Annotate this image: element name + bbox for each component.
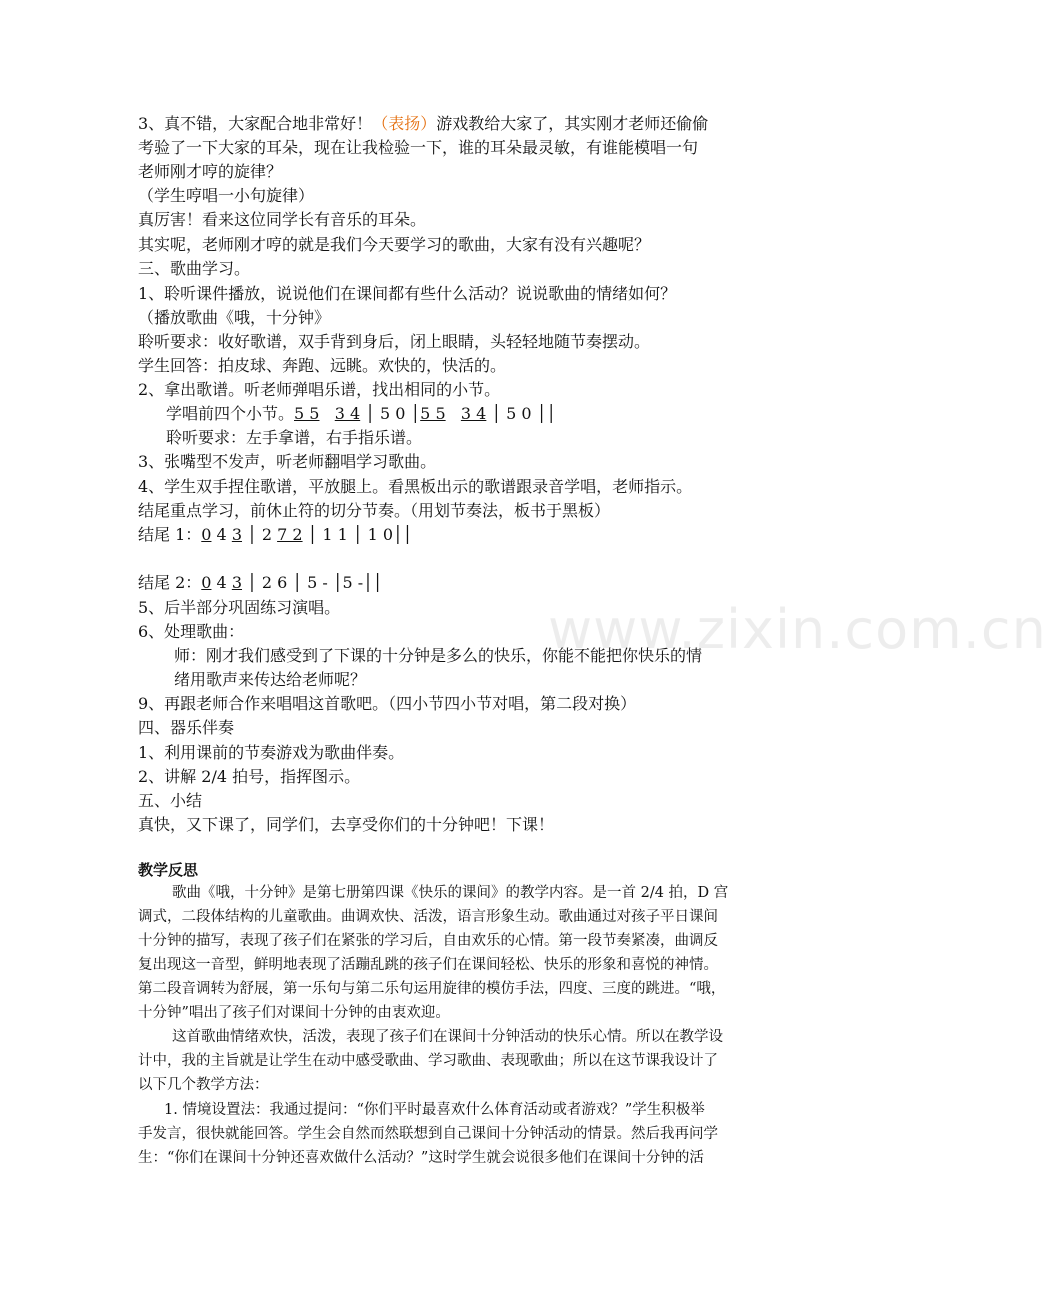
notation-ending-2: 结尾 2：0 4 3 │ 2 6 │ 5 - │5 -││ <box>138 573 383 592</box>
reflection-line: 以下几个教学方法： <box>138 1077 269 1093</box>
reflection-line: 十分钟”唱出了孩子们对课间十分钟的由衷欢迎。 <box>138 1005 450 1021</box>
lesson-line: 2、拿出歌谱。听老师弹唱乐谱，找出相同的小节。 <box>138 380 501 399</box>
lesson-line: 考验了一下大家的耳朵，现在让我检验一下，谁的耳朵最灵敏，有谁能模唱一句 <box>138 138 699 157</box>
lesson-line: 真快，又下课了，同学们，去享受你们的十分钟吧！下课！ <box>138 815 555 834</box>
lesson-line: 其实呢，老师刚才哼的就是我们今天要学习的歌曲，大家有没有兴趣呢？ <box>138 235 651 254</box>
lesson-line: （播放歌曲《哦，十分钟》 <box>138 308 331 327</box>
lesson-line: 4、学生双手捏住歌谱，平放腿上。看黑板出示的歌谱跟录音学唱，老师指示。 <box>138 477 693 496</box>
reflection-line: 调式，二段体结构的儿童歌曲。曲调欢快、活泼，语言形象生动。歌曲通过对孩子平日课间 <box>138 909 718 925</box>
praise-note: （表扬） <box>372 114 437 133</box>
reflection-line: 十分钟的描写，表现了孩子们在紧张的学习后，自由欢乐的心情。第一段节奏紧凑，曲调反 <box>138 933 718 949</box>
lesson-line: 5、后半部分巩固练习演唱。 <box>138 598 341 617</box>
lesson-line: 9、再跟老师合作来唱唱这首歌吧。（四小节四小节对唱，第二段对换） <box>138 694 637 713</box>
reflection-line: 歌曲《哦，十分钟》是第七册第四课《快乐的课间》的教学内容。是一首 2/4 拍，D 宫 <box>172 885 729 901</box>
lesson-line: 真厉害！看来这位同学长有音乐的耳朵。 <box>138 210 427 229</box>
reflection-line: 生：“你们在课间十分钟还喜欢做什么活动？”这时学生就会说很多他们在课间十分钟的活 <box>138 1150 704 1166</box>
reflection-line: 1. 情境设置法：我通过提问：“你们平时最喜欢什么体育活动或者游戏？”学生积极举 <box>164 1102 705 1118</box>
lesson-line: 学生回答：拍皮球、奔跑、远眺。欢快的，快活的。 <box>138 356 507 375</box>
watermark: www.zixin.com.cn <box>548 598 1047 661</box>
lesson-line: （学生哼唱一小句旋律） <box>138 186 315 205</box>
lesson-line: 师：刚才我们感受到了下课的十分钟是多么的快乐，你能不能把你快乐的情 <box>174 646 703 665</box>
lesson-line: 聆听要求：左手拿谱，右手指乐谱。 <box>166 428 423 447</box>
lesson-line: 3、真不错，大家配合地非常好！（表扬）游戏教给大家了，其实刚才老师还偷偷 <box>138 114 709 133</box>
reflection-line: 这首歌曲情绪欢快，活泼，表现了孩子们在课间十分钟活动的快乐心情。所以在教学设 <box>172 1029 723 1045</box>
lesson-line: 3、张嘴型不发声，听老师翻唱学习歌曲。 <box>138 452 437 471</box>
lesson-line: 2、讲解 2/4 拍号，指挥图示。 <box>138 767 361 786</box>
section-heading: 四、器乐伴奏 <box>138 718 235 737</box>
lesson-line: 老师刚才哼的旋律？ <box>138 162 283 181</box>
section-heading: 三、歌曲学习。 <box>138 259 251 278</box>
reflection-line: 第二段音调转为舒展，第一乐句与第二乐句运用旋律的模仿手法，四度、三度的跳进。“哦， <box>138 981 726 997</box>
notation-line: 学唱前四个小节。5 5 3 4 │ 5 0 │5 5 3 4 │ 5 0 ││ <box>166 404 556 423</box>
section-heading: 五、小结 <box>138 791 203 810</box>
reflection-title: 教学反思 <box>138 861 199 879</box>
reflection-line: 手发言，很快就能回答。学生会自然而然联想到自己课间十分钟活动的情景。然后我再问学 <box>138 1126 718 1142</box>
reflection-line: 复出现这一音型，鲜明地表现了活蹦乱跳的孩子们在课间轻松、快乐的形象和喜悦的神情。 <box>138 957 718 973</box>
reflection-line: 计中，我的主旨就是让学生在动中感受歌曲、学习歌曲、表现歌曲；所以在这节课我设计了 <box>138 1053 718 1069</box>
lesson-line: 聆听要求：收好歌谱，双手背到身后，闭上眼睛，头轻轻地随节奏摆动。 <box>138 332 651 351</box>
lesson-line: 结尾重点学习，前休止符的切分节奏。（用划节奏法，板书于黑板） <box>138 501 611 520</box>
notation-ending-1: 结尾 1：0 4 3 │ 2 7 2 │ 1 1 │ 1 0││ <box>138 525 413 544</box>
lesson-line: 绪用歌声来传达给老师呢？ <box>174 670 367 689</box>
lesson-line: 1、聆听课件播放，说说他们在课间都有些什么活动？说说歌曲的情绪如何？ <box>138 284 677 303</box>
lesson-line: 6、处理歌曲： <box>138 622 245 641</box>
lesson-line: 1、利用课前的节奏游戏为歌曲伴奏。 <box>138 743 405 762</box>
